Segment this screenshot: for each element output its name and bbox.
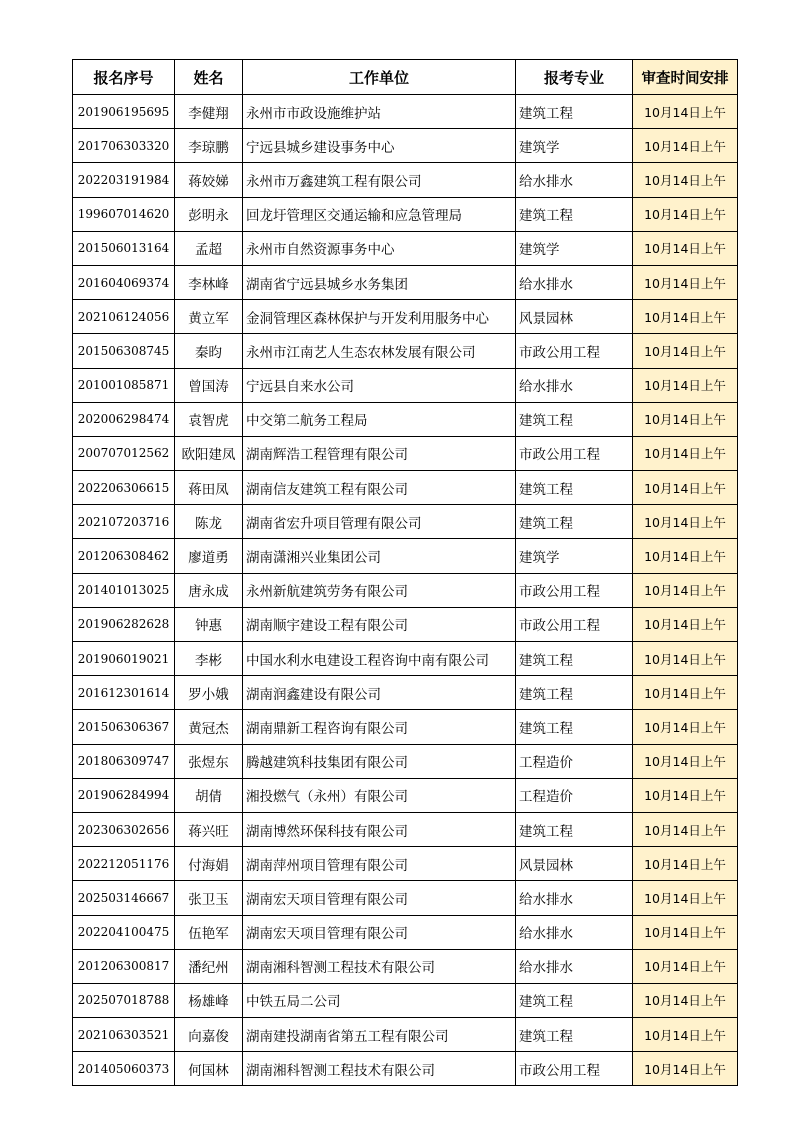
cell-work-unit: 回龙圩管理区交通运输和应急管理局	[243, 197, 516, 231]
cell-registration-id: 201506308745	[73, 334, 175, 368]
cell-name: 唐永成	[175, 573, 243, 607]
cell-review-time: 10月14日上午	[633, 265, 738, 299]
cell-work-unit: 湖南信友建筑工程有限公司	[243, 471, 516, 505]
cell-major: 市政公用工程	[516, 436, 633, 470]
cell-registration-id: 201612301614	[73, 676, 175, 710]
cell-work-unit: 湖南润鑫建设有限公司	[243, 676, 516, 710]
cell-review-time: 10月14日上午	[633, 368, 738, 402]
cell-registration-id: 201206300817	[73, 949, 175, 983]
column-header-unit: 工作单位	[243, 60, 516, 95]
table-row	[73, 95, 738, 129]
table-row	[73, 812, 738, 846]
cell-registration-id: 202212051176	[73, 847, 175, 881]
cell-work-unit: 湖南省宏升项目管理有限公司	[243, 505, 516, 539]
cell-work-unit: 中铁五局二公司	[243, 983, 516, 1017]
table-row	[73, 573, 738, 607]
cell-major: 市政公用工程	[516, 607, 633, 641]
cell-name: 黄立军	[175, 300, 243, 334]
cell-registration-id: 199607014620	[73, 197, 175, 231]
cell-registration-id: 202507018788	[73, 983, 175, 1017]
cell-name: 付海娟	[175, 847, 243, 881]
cell-review-time: 10月14日上午	[633, 573, 738, 607]
table-row	[73, 231, 738, 265]
cell-major: 建筑工程	[516, 642, 633, 676]
cell-major: 给水排水	[516, 368, 633, 402]
cell-work-unit: 湖南省宁远县城乡水务集团	[243, 265, 516, 299]
cell-review-time: 10月14日上午	[633, 163, 738, 197]
cell-review-time: 10月14日上午	[633, 847, 738, 881]
column-header-name: 姓名	[175, 60, 243, 95]
cell-major: 建筑工程	[516, 197, 633, 231]
cell-name: 陈龙	[175, 505, 243, 539]
cell-review-time: 10月14日上午	[633, 915, 738, 949]
cell-registration-id: 202006298474	[73, 402, 175, 436]
cell-work-unit: 腾越建筑科技集团有限公司	[243, 744, 516, 778]
cell-work-unit: 永州新航建筑劳务有限公司	[243, 573, 516, 607]
cell-work-unit: 湖南辉浩工程管理有限公司	[243, 436, 516, 470]
cell-review-time: 10月14日上午	[633, 676, 738, 710]
cell-registration-id: 201906195695	[73, 95, 175, 129]
table-row	[73, 539, 738, 573]
cell-work-unit: 中国水利水电建设工程咨询中南有限公司	[243, 642, 516, 676]
cell-registration-id: 202206306615	[73, 471, 175, 505]
table-row	[73, 265, 738, 299]
cell-registration-id: 202106124056	[73, 300, 175, 334]
cell-work-unit: 宁远县自来水公司	[243, 368, 516, 402]
table-row	[73, 1052, 738, 1086]
column-header-major: 报考专业	[516, 60, 633, 95]
table-row	[73, 300, 738, 334]
cell-major: 建筑工程	[516, 812, 633, 846]
cell-name: 钟惠	[175, 607, 243, 641]
cell-review-time: 10月14日上午	[633, 539, 738, 573]
cell-work-unit: 湖南潇湘兴业集团公司	[243, 539, 516, 573]
cell-major: 市政公用工程	[516, 573, 633, 607]
cell-work-unit: 湖南建投湖南省第五工程有限公司	[243, 1018, 516, 1052]
cell-registration-id: 201405060373	[73, 1052, 175, 1086]
cell-registration-id: 202106303521	[73, 1018, 175, 1052]
table-row	[73, 676, 738, 710]
cell-major: 给水排水	[516, 949, 633, 983]
table-row	[73, 368, 738, 402]
cell-review-time: 10月14日上午	[633, 710, 738, 744]
cell-name: 欧阳建凤	[175, 436, 243, 470]
cell-work-unit: 永州市万鑫建筑工程有限公司	[243, 163, 516, 197]
cell-review-time: 10月14日上午	[633, 95, 738, 129]
cell-review-time: 10月14日上午	[633, 949, 738, 983]
table-row	[73, 983, 738, 1017]
header-row	[73, 60, 738, 95]
cell-major: 风景园林	[516, 847, 633, 881]
cell-major: 给水排水	[516, 915, 633, 949]
cell-work-unit: 湘投燃气（永州）有限公司	[243, 778, 516, 812]
cell-work-unit: 宁远县城乡建设事务中心	[243, 129, 516, 163]
cell-registration-id: 202503146667	[73, 881, 175, 915]
cell-work-unit: 湖南顺宇建设工程有限公司	[243, 607, 516, 641]
cell-review-time: 10月14日上午	[633, 231, 738, 265]
cell-name: 李林峰	[175, 265, 243, 299]
table-row	[73, 436, 738, 470]
cell-registration-id: 201706303320	[73, 129, 175, 163]
table-row	[73, 402, 738, 436]
cell-major: 建筑学	[516, 539, 633, 573]
cell-name: 潘纪州	[175, 949, 243, 983]
cell-registration-id: 201401013025	[73, 573, 175, 607]
review-schedule-table	[72, 59, 738, 1086]
table-row	[73, 471, 738, 505]
cell-major: 建筑工程	[516, 95, 633, 129]
cell-registration-id: 202107203716	[73, 505, 175, 539]
cell-name: 胡倩	[175, 778, 243, 812]
cell-major: 工程造价	[516, 744, 633, 778]
cell-name: 何国林	[175, 1052, 243, 1086]
cell-major: 建筑工程	[516, 505, 633, 539]
cell-major: 建筑学	[516, 129, 633, 163]
cell-review-time: 10月14日上午	[633, 607, 738, 641]
cell-registration-id: 201206308462	[73, 539, 175, 573]
cell-registration-id: 201604069374	[73, 265, 175, 299]
table-body	[73, 95, 738, 1086]
cell-name: 彭明永	[175, 197, 243, 231]
cell-registration-id: 201506013164	[73, 231, 175, 265]
cell-name: 黄冠杰	[175, 710, 243, 744]
cell-major: 建筑工程	[516, 983, 633, 1017]
cell-name: 李琼鹏	[175, 129, 243, 163]
column-header-time: 审查时间安排	[633, 60, 738, 95]
cell-major: 市政公用工程	[516, 334, 633, 368]
cell-major: 给水排水	[516, 163, 633, 197]
cell-major: 给水排水	[516, 881, 633, 915]
table-row	[73, 607, 738, 641]
cell-registration-id: 202306302656	[73, 812, 175, 846]
cell-review-time: 10月14日上午	[633, 197, 738, 231]
table-row	[73, 949, 738, 983]
table-row	[73, 129, 738, 163]
cell-name: 张煜东	[175, 744, 243, 778]
cell-registration-id: 202203191984	[73, 163, 175, 197]
cell-name: 曾国涛	[175, 368, 243, 402]
cell-review-time: 10月14日上午	[633, 744, 738, 778]
table-row	[73, 710, 738, 744]
table-row	[73, 1018, 738, 1052]
table-row	[73, 915, 738, 949]
cell-work-unit: 永州市江南艺人生态农林发展有限公司	[243, 334, 516, 368]
table-row	[73, 778, 738, 812]
cell-name: 蒋兴旺	[175, 812, 243, 846]
cell-review-time: 10月14日上午	[633, 1052, 738, 1086]
cell-name: 秦昀	[175, 334, 243, 368]
cell-name: 廖道勇	[175, 539, 243, 573]
table-row	[73, 163, 738, 197]
cell-major: 建筑工程	[516, 1018, 633, 1052]
cell-registration-id: 201906019021	[73, 642, 175, 676]
cell-work-unit: 金洞管理区森林保护与开发利用服务中心	[243, 300, 516, 334]
cell-registration-id: 202204100475	[73, 915, 175, 949]
cell-major: 建筑工程	[516, 710, 633, 744]
cell-name: 罗小娥	[175, 676, 243, 710]
cell-review-time: 10月14日上午	[633, 436, 738, 470]
cell-major: 给水排水	[516, 265, 633, 299]
cell-work-unit: 湖南宏天项目管理有限公司	[243, 915, 516, 949]
table-row	[73, 505, 738, 539]
cell-work-unit: 湖南宏天项目管理有限公司	[243, 881, 516, 915]
cell-name: 蒋田凤	[175, 471, 243, 505]
cell-name: 张卫玉	[175, 881, 243, 915]
cell-work-unit: 中交第二航务工程局	[243, 402, 516, 436]
table-row	[73, 642, 738, 676]
cell-name: 杨雄峰	[175, 983, 243, 1017]
table-row	[73, 881, 738, 915]
cell-review-time: 10月14日上午	[633, 778, 738, 812]
cell-work-unit: 湖南博然环保科技有限公司	[243, 812, 516, 846]
cell-major: 市政公用工程	[516, 1052, 633, 1086]
cell-registration-id: 201906282628	[73, 607, 175, 641]
cell-major: 建筑学	[516, 231, 633, 265]
cell-major: 建筑工程	[516, 676, 633, 710]
cell-review-time: 10月14日上午	[633, 402, 738, 436]
cell-work-unit: 永州市市政设施维护站	[243, 95, 516, 129]
cell-registration-id: 200707012562	[73, 436, 175, 470]
cell-review-time: 10月14日上午	[633, 1018, 738, 1052]
cell-name: 袁智虎	[175, 402, 243, 436]
cell-name: 伍艳军	[175, 915, 243, 949]
cell-review-time: 10月14日上午	[633, 471, 738, 505]
cell-review-time: 10月14日上午	[633, 812, 738, 846]
table-row	[73, 744, 738, 778]
cell-work-unit: 湖南湘科智测工程技术有限公司	[243, 949, 516, 983]
cell-review-time: 10月14日上午	[633, 505, 738, 539]
cell-name: 蒋姣娣	[175, 163, 243, 197]
cell-review-time: 10月14日上午	[633, 300, 738, 334]
column-header-id: 报名序号	[73, 60, 175, 95]
cell-work-unit: 湖南萍州项目管理有限公司	[243, 847, 516, 881]
cell-review-time: 10月14日上午	[633, 983, 738, 1017]
cell-registration-id: 201506306367	[73, 710, 175, 744]
cell-review-time: 10月14日上午	[633, 129, 738, 163]
cell-name: 李健翔	[175, 95, 243, 129]
table-row	[73, 847, 738, 881]
cell-name: 孟超	[175, 231, 243, 265]
table-row	[73, 334, 738, 368]
cell-major: 建筑工程	[516, 402, 633, 436]
cell-work-unit: 湖南湘科智测工程技术有限公司	[243, 1052, 516, 1086]
cell-name: 李彬	[175, 642, 243, 676]
cell-registration-id: 201906284994	[73, 778, 175, 812]
cell-review-time: 10月14日上午	[633, 642, 738, 676]
cell-name: 向嘉俊	[175, 1018, 243, 1052]
table-row	[73, 197, 738, 231]
cell-registration-id: 201806309747	[73, 744, 175, 778]
cell-major: 建筑工程	[516, 471, 633, 505]
cell-review-time: 10月14日上午	[633, 881, 738, 915]
cell-major: 工程造价	[516, 778, 633, 812]
cell-work-unit: 湖南鼎新工程咨询有限公司	[243, 710, 516, 744]
cell-major: 风景园林	[516, 300, 633, 334]
cell-review-time: 10月14日上午	[633, 334, 738, 368]
cell-work-unit: 永州市自然资源事务中心	[243, 231, 516, 265]
cell-registration-id: 201001085871	[73, 368, 175, 402]
